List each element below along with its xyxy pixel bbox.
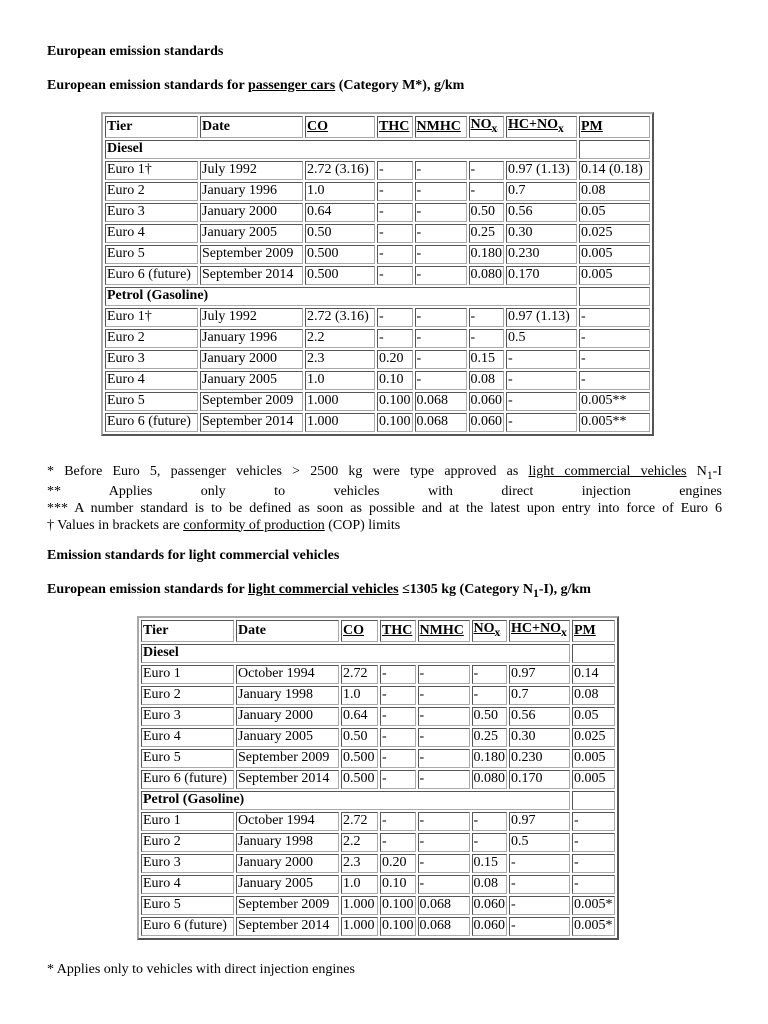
- table-cell: 0.64: [341, 707, 378, 726]
- column-header: PM: [579, 116, 650, 138]
- table-cell: 0.20: [377, 350, 413, 369]
- table-cell: 0.56: [509, 707, 570, 726]
- table-row: [105, 392, 650, 411]
- table-cell: 0.068: [418, 896, 470, 915]
- table-cell: September 2009: [236, 749, 339, 768]
- table-cell: -: [380, 686, 416, 705]
- table-cell: -: [572, 812, 615, 831]
- table-cell: January 2000: [236, 854, 339, 873]
- table-cell: -: [418, 707, 470, 726]
- column-header: Date: [200, 116, 303, 138]
- table-cell: January 2000: [200, 203, 303, 222]
- table-cell: 0.060: [469, 392, 505, 411]
- table-cell: Euro 2: [141, 686, 234, 705]
- table-cell: -: [418, 854, 470, 873]
- table-cell: 0.005**: [579, 413, 650, 432]
- empty-cell: [572, 644, 615, 663]
- table-cell: January 2000: [200, 350, 303, 369]
- table-cell: Euro 3: [105, 203, 198, 222]
- group-row: [105, 287, 650, 306]
- table-cell: -: [415, 224, 467, 243]
- table-cell: January 1998: [236, 833, 339, 852]
- table-cell: -: [418, 833, 470, 852]
- table-cell: Euro 4: [141, 875, 234, 894]
- lcv-footnote: * Applies only to vehicles with direct injection engines: [47, 962, 355, 977]
- empty-cell: [572, 791, 615, 810]
- table-row: [141, 833, 615, 852]
- table-cell: 0.30: [506, 224, 577, 243]
- table-cell: 1.0: [341, 686, 378, 705]
- table-cell: -: [415, 245, 467, 264]
- table-header-row: [141, 620, 615, 642]
- table-cell: 0.100: [377, 413, 413, 432]
- table-cell: 0.025: [579, 224, 650, 243]
- table-row: [141, 812, 615, 831]
- cars-footnotes: [47, 464, 722, 534]
- table-cell: -: [377, 161, 413, 180]
- table-cell: Euro 2: [141, 833, 234, 852]
- table-cell: 0.500: [305, 266, 375, 285]
- table-cell: October 1994: [236, 812, 339, 831]
- table-cell: -: [469, 182, 505, 201]
- table-cell: -: [380, 833, 416, 852]
- table-cell: Euro 6 (future): [141, 917, 234, 936]
- table-cell: Euro 2: [105, 329, 198, 348]
- table-cell: -: [472, 665, 508, 684]
- table-cell: -: [380, 770, 416, 789]
- table-cell: -: [418, 770, 470, 789]
- table-cell: Euro 5: [105, 245, 198, 264]
- table-row: [105, 413, 650, 432]
- table-cell: 0.068: [415, 413, 467, 432]
- table-cell: -: [472, 686, 508, 705]
- table-cell: -: [377, 224, 413, 243]
- table-row: [105, 308, 650, 327]
- table-cell: 0.10: [380, 875, 416, 894]
- table-cell: 0.7: [506, 182, 577, 201]
- table-cell: -: [418, 749, 470, 768]
- table-cell: 0.97: [509, 812, 570, 831]
- table-row: [105, 245, 650, 264]
- table-cell: -: [377, 266, 413, 285]
- table-cell: Euro 4: [105, 224, 198, 243]
- table-cell: -: [469, 329, 505, 348]
- table-cell: 0.05: [579, 203, 650, 222]
- table-cell: January 2005: [200, 224, 303, 243]
- table-cell: Euro 5: [141, 749, 234, 768]
- table-cell: July 1992: [200, 161, 303, 180]
- table-cell: 0.005: [572, 749, 615, 768]
- table-cell: January 1996: [200, 329, 303, 348]
- table-cell: 1.000: [341, 896, 378, 915]
- table-cell: July 1992: [200, 308, 303, 327]
- column-header: THC: [377, 116, 413, 138]
- table-cell: -: [377, 203, 413, 222]
- table-row: [105, 224, 650, 243]
- table-cell: Euro 1†: [105, 308, 198, 327]
- passenger-cars-link[interactable]: passenger cars: [247, 78, 336, 93]
- light-commercial-vehicles-heading-link[interactable]: light commercial vehicles: [247, 582, 399, 597]
- lcv-section-title: Emission standards for light commercial vehicles: [47, 548, 340, 563]
- table-cell: -: [509, 896, 570, 915]
- table-cell: 2.3: [341, 854, 378, 873]
- table-cell: -: [418, 728, 470, 747]
- table-cell: 0.97: [509, 665, 570, 684]
- column-header: Date: [236, 620, 339, 642]
- table-cell: 0.230: [509, 749, 570, 768]
- table-row: [141, 707, 615, 726]
- table-row: [141, 917, 615, 936]
- table-cell: 0.20: [380, 854, 416, 873]
- table-cell: 0.005**: [579, 392, 650, 411]
- table-row: [105, 350, 650, 369]
- table-cell: -: [572, 875, 615, 894]
- cars-table-heading: [47, 78, 464, 94]
- table-cell: -: [579, 329, 650, 348]
- table-cell: 0.64: [305, 203, 375, 222]
- table-cell: 0.080: [469, 266, 505, 285]
- table-cell: 0.50: [469, 203, 505, 222]
- lcv-table-heading: European emission standards for light commercial vehicles ≤1305 kg (Category $N_1-I$), g/km: [47, 582, 591, 600]
- table-cell: 0.15: [472, 854, 508, 873]
- table-cell: 2.3: [305, 350, 375, 369]
- table-cell: 0.170: [509, 770, 570, 789]
- table-cell: -: [377, 308, 413, 327]
- table-cell: -: [509, 854, 570, 873]
- table-cell: 0.50: [472, 707, 508, 726]
- table-cell: -: [506, 350, 577, 369]
- group-label: Petrol (Gasoline): [141, 791, 570, 810]
- table-cell: 0.180: [469, 245, 505, 264]
- empty-cell: [579, 287, 650, 306]
- table-cell: -: [415, 371, 467, 390]
- table-cell: -: [377, 182, 413, 201]
- table-cell: Euro 3: [141, 707, 234, 726]
- table-cell: 0.7: [509, 686, 570, 705]
- table-cell: 0.005: [579, 266, 650, 285]
- table-cell: -: [472, 812, 508, 831]
- table-row: [141, 665, 615, 684]
- table-cell: -: [415, 161, 467, 180]
- table-cell: -: [377, 329, 413, 348]
- table-cell: 0.060: [472, 917, 508, 936]
- table-cell: 0.56: [506, 203, 577, 222]
- table-cell: 0.005: [579, 245, 650, 264]
- table-cell: -: [418, 875, 470, 894]
- table-cell: -: [579, 308, 650, 327]
- table-cell: -: [418, 686, 470, 705]
- table-header-row: [105, 116, 650, 138]
- lcv-table: [137, 616, 619, 940]
- table-cell: 0.005: [572, 770, 615, 789]
- column-header: THC: [380, 620, 416, 642]
- table-cell: 0.05: [572, 707, 615, 726]
- column-header: NMHC: [415, 116, 467, 138]
- table-row: [105, 182, 650, 201]
- column-header: Tier: [105, 116, 198, 138]
- table-cell: 2.72: [341, 665, 378, 684]
- table-cell: 0.005*: [572, 917, 615, 936]
- group-row: [141, 644, 615, 663]
- table-cell: 0.50: [305, 224, 375, 243]
- table-cell: -: [415, 266, 467, 285]
- table-cell: 0.180: [472, 749, 508, 768]
- table-cell: 0.08: [469, 371, 505, 390]
- column-header: $HC+NO_x$: [509, 620, 570, 642]
- table-row: [105, 329, 650, 348]
- table-cell: Euro 2: [105, 182, 198, 201]
- group-label: Diesel: [141, 644, 570, 663]
- table-cell: 1.000: [305, 392, 375, 411]
- table-cell: September 2009: [200, 392, 303, 411]
- table-cell: 0.10: [377, 371, 413, 390]
- table-cell: 0.500: [341, 749, 378, 768]
- column-header: $NO_x$: [472, 620, 508, 642]
- column-header: PM: [572, 620, 615, 642]
- table-cell: 0.5: [509, 833, 570, 852]
- table-cell: 0.30: [509, 728, 570, 747]
- table-cell: January 2005: [200, 371, 303, 390]
- page-title: European emission standards: [47, 44, 224, 59]
- table-cell: Euro 1: [141, 812, 234, 831]
- table-cell: 0.08: [572, 686, 615, 705]
- table-cell: September 2009: [200, 245, 303, 264]
- table-cell: -: [472, 833, 508, 852]
- table-cell: January 2000: [236, 707, 339, 726]
- group-row: [105, 140, 650, 159]
- table-cell: 0.500: [341, 770, 378, 789]
- table-cell: 0.500: [305, 245, 375, 264]
- table-cell: 0.14 (0.18): [579, 161, 650, 180]
- table-cell: 0.08: [579, 182, 650, 201]
- group-row: [141, 791, 615, 810]
- column-header: Tier: [141, 620, 234, 642]
- table-cell: 0.060: [472, 896, 508, 915]
- table-row: [141, 854, 615, 873]
- table-cell: -: [579, 371, 650, 390]
- table-cell: 0.100: [377, 392, 413, 411]
- table-cell: -: [380, 812, 416, 831]
- group-label: Diesel: [105, 140, 577, 159]
- table-row: [105, 203, 650, 222]
- table-cell: September 2009: [236, 896, 339, 915]
- table-cell: Euro 1: [141, 665, 234, 684]
- table-cell: 0.15: [469, 350, 505, 369]
- column-header: $HC+NO_x$: [506, 116, 577, 138]
- table-cell: -: [377, 245, 413, 264]
- table-row: [105, 371, 650, 390]
- table-cell: Euro 6 (future): [105, 266, 198, 285]
- table-cell: 1.000: [305, 413, 375, 432]
- table-cell: -: [415, 182, 467, 201]
- table-cell: -: [509, 917, 570, 936]
- table-cell: 0.025: [572, 728, 615, 747]
- table-cell: -: [380, 728, 416, 747]
- table-cell: -: [418, 812, 470, 831]
- cars-heading-pre: European emission standards for: [47, 78, 248, 93]
- table-cell: 1.0: [305, 371, 375, 390]
- table-cell: 0.080: [472, 770, 508, 789]
- table-cell: Euro 4: [105, 371, 198, 390]
- table-cell: 0.060: [469, 413, 505, 432]
- table-cell: Euro 5: [141, 896, 234, 915]
- table-cell: January 2005: [236, 728, 339, 747]
- table-cell: Euro 4: [141, 728, 234, 747]
- table-cell: 2.72 (3.16): [305, 308, 375, 327]
- table-cell: 0.005*: [572, 896, 615, 915]
- column-header: CO: [341, 620, 378, 642]
- table-cell: -: [380, 749, 416, 768]
- table-cell: 0.50: [341, 728, 378, 747]
- table-cell: -: [506, 371, 577, 390]
- cars-heading-post: (Category M*), g/km: [335, 78, 465, 93]
- table-cell: September 2014: [200, 266, 303, 285]
- table-cell: 1.0: [341, 875, 378, 894]
- table-cell: January 2005: [236, 875, 339, 894]
- table-row: [141, 875, 615, 894]
- footnote-4: † Values in brackets are conformity of production (COP) limits: [47, 517, 401, 533]
- light-commercial-vehicles-link[interactable]: light commercial vehicles: [528, 464, 687, 479]
- table-row: [141, 728, 615, 747]
- footnote-3: *** A number standard is to be defined as soon as possible and at the latest upon entry into force of Euro 6: [47, 500, 722, 516]
- table-cell: -: [469, 161, 505, 180]
- table-cell: -: [415, 350, 467, 369]
- table-cell: 0.08: [472, 875, 508, 894]
- table-cell: 2.2: [341, 833, 378, 852]
- table-cell: 0.25: [469, 224, 505, 243]
- table-cell: September 2014: [200, 413, 303, 432]
- table-cell: -: [418, 665, 470, 684]
- group-label: Petrol (Gasoline): [105, 287, 577, 306]
- table-cell: -: [415, 308, 467, 327]
- table-cell: January 1996: [200, 182, 303, 201]
- table-cell: September 2014: [236, 770, 339, 789]
- table-cell: -: [506, 392, 577, 411]
- table-cell: 1.0: [305, 182, 375, 201]
- table-cell: January 1998: [236, 686, 339, 705]
- table-cell: -: [509, 875, 570, 894]
- table-cell: 2.2: [305, 329, 375, 348]
- table-row: [141, 896, 615, 915]
- table-cell: -: [579, 350, 650, 369]
- table-cell: -: [380, 707, 416, 726]
- table-cell: 0.5: [506, 329, 577, 348]
- conformity-of-production-link[interactable]: conformity of production: [183, 517, 325, 533]
- table-cell: 0.97 (1.13): [506, 308, 577, 327]
- table-cell: -: [415, 329, 467, 348]
- footnote-2: ** Applies only to vehicles with direct injection engines: [47, 484, 722, 500]
- column-header: $NO_x$: [469, 116, 505, 138]
- table-cell: 1.000: [341, 917, 378, 936]
- table-cell: 0.97 (1.13): [506, 161, 577, 180]
- table-row: [105, 161, 650, 180]
- table-cell: 0.068: [418, 917, 470, 936]
- table-cell: -: [572, 833, 615, 852]
- table-cell: 0.170: [506, 266, 577, 285]
- table-row: [105, 266, 650, 285]
- table-cell: -: [415, 203, 467, 222]
- table-cell: Euro 3: [141, 854, 234, 873]
- passenger-cars-table: [101, 112, 654, 436]
- table-cell: 0.100: [380, 917, 416, 936]
- footnote-1: * Before Euro 5, passenger vehicles > 2500 kg were type approved as light commercial vehicles $N_1-I$: [47, 464, 722, 482]
- table-cell: Euro 5: [105, 392, 198, 411]
- table-cell: -: [469, 308, 505, 327]
- table-cell: 2.72 (3.16): [305, 161, 375, 180]
- table-cell: -: [380, 665, 416, 684]
- table-cell: -: [506, 413, 577, 432]
- table-cell: -: [572, 854, 615, 873]
- table-cell: Euro 3: [105, 350, 198, 369]
- table-cell: 0.25: [472, 728, 508, 747]
- table-cell: 0.068: [415, 392, 467, 411]
- table-cell: Euro 1†: [105, 161, 198, 180]
- table-cell: Euro 6 (future): [141, 770, 234, 789]
- table-cell: September 2014: [236, 917, 339, 936]
- table-row: [141, 749, 615, 768]
- table-cell: Euro 6 (future): [105, 413, 198, 432]
- table-cell: 2.72: [341, 812, 378, 831]
- column-header: CO: [305, 116, 375, 138]
- table-row: [141, 770, 615, 789]
- table-cell: 0.230: [506, 245, 577, 264]
- table-cell: October 1994: [236, 665, 339, 684]
- column-header: NMHC: [418, 620, 470, 642]
- table-cell: 0.14: [572, 665, 615, 684]
- table-row: [141, 686, 615, 705]
- table-cell: 0.100: [380, 896, 416, 915]
- empty-cell: [579, 140, 650, 159]
